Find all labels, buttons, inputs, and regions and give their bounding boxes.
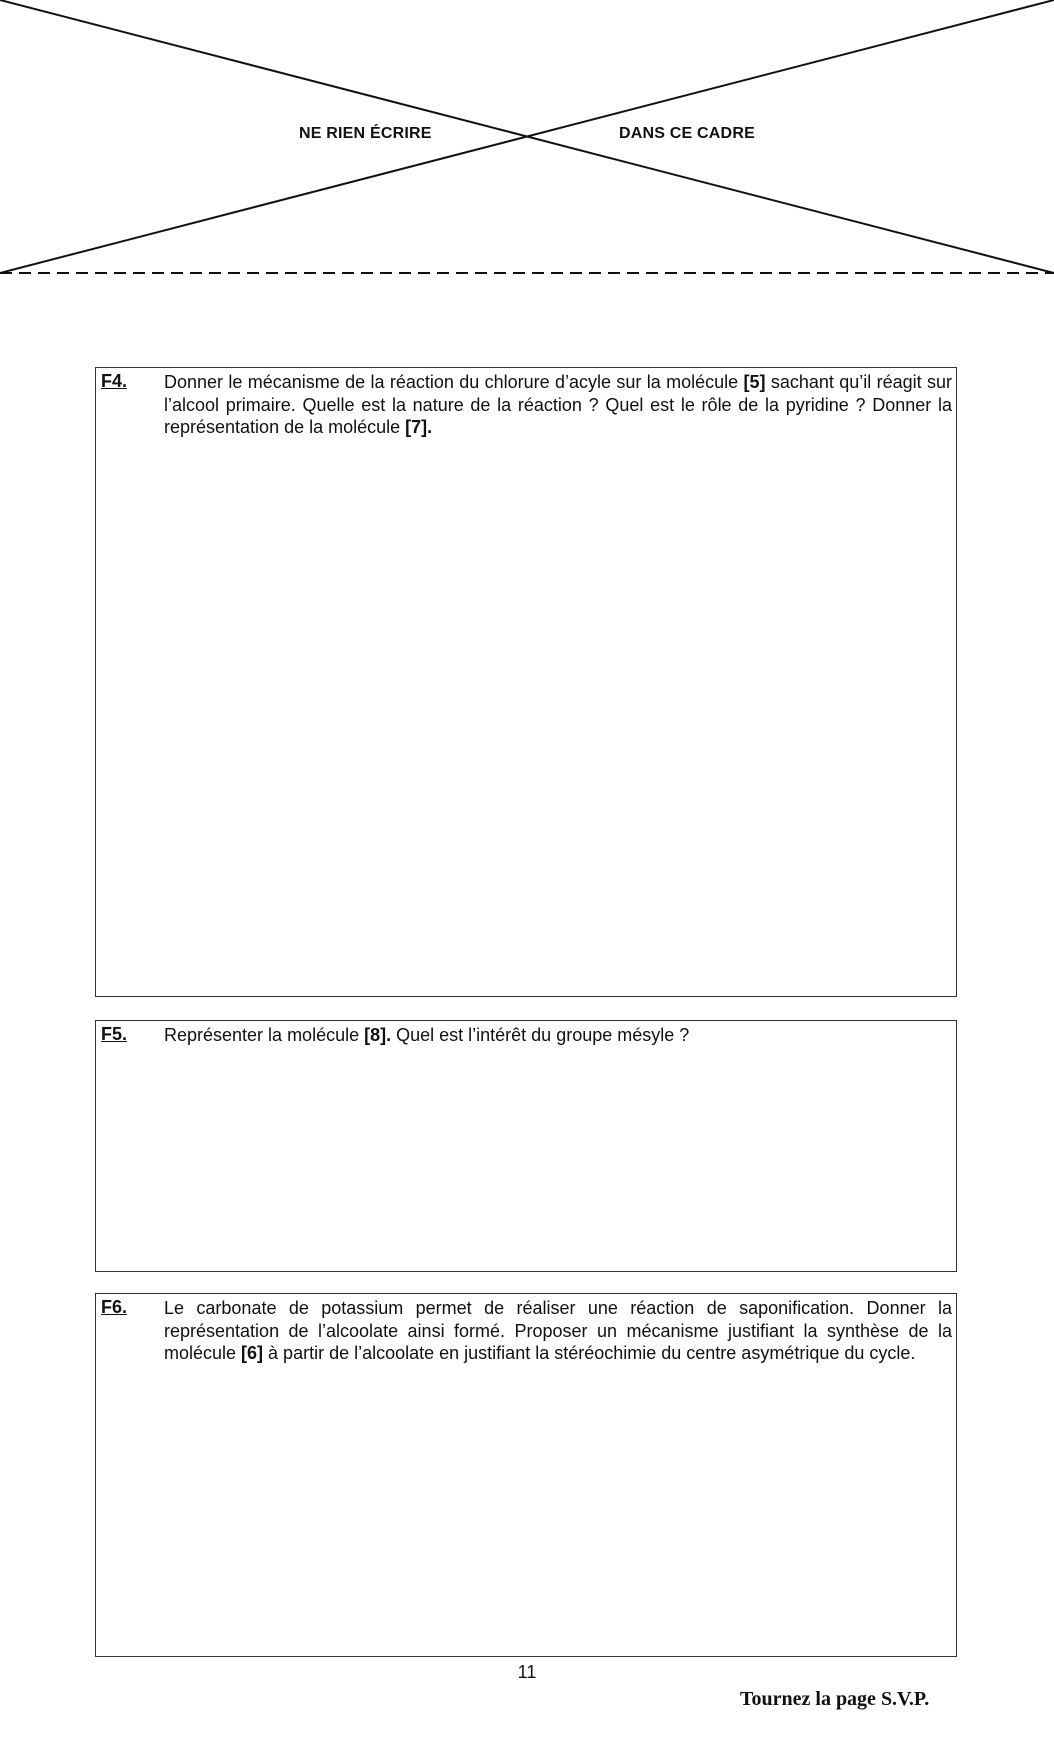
question-number: F5. <box>101 1024 128 1044</box>
header-left-label: NE RIEN ÉCRIRE <box>299 125 432 142</box>
question-text: Représenter la molécule [8]. Quel est l’intérêt du groupe mésyle ? <box>164 1025 690 1045</box>
question-number: F4. <box>101 371 128 391</box>
no-write-cross <box>0 0 1054 280</box>
question-box-f5[interactable] <box>95 1020 957 1272</box>
header-right-label: DANS CE CADRE <box>619 125 755 142</box>
question-text: Donner le mécanisme de la réaction du chlorure d’acyle sur la molécule [5] sachant qu’il réagit sur l’alcool primaire. Quelle est la nature de la réaction ? Quel est le rôle de la pyridine ? Donner la représentation de la molécule [7]. <box>164 372 952 437</box>
question-number: F6. <box>101 1297 128 1317</box>
question-box-f4[interactable] <box>95 367 957 997</box>
question-text: Le carbonate de potassium permet de réaliser une réaction de saponification. Donner la représentation de l’alcoolate ainsi formé. Proposer un mécanisme justifiant la synthèse de la molécule [6] à partir de l’alcoolate en justifiant la stéréochimie du centre asymétrique du cycle. <box>164 1298 952 1363</box>
turn-page-note: Tournez la page S.V.P. <box>740 1688 930 1710</box>
question-box-f6[interactable] <box>95 1293 957 1657</box>
page-number: 11 <box>517 1662 537 1682</box>
